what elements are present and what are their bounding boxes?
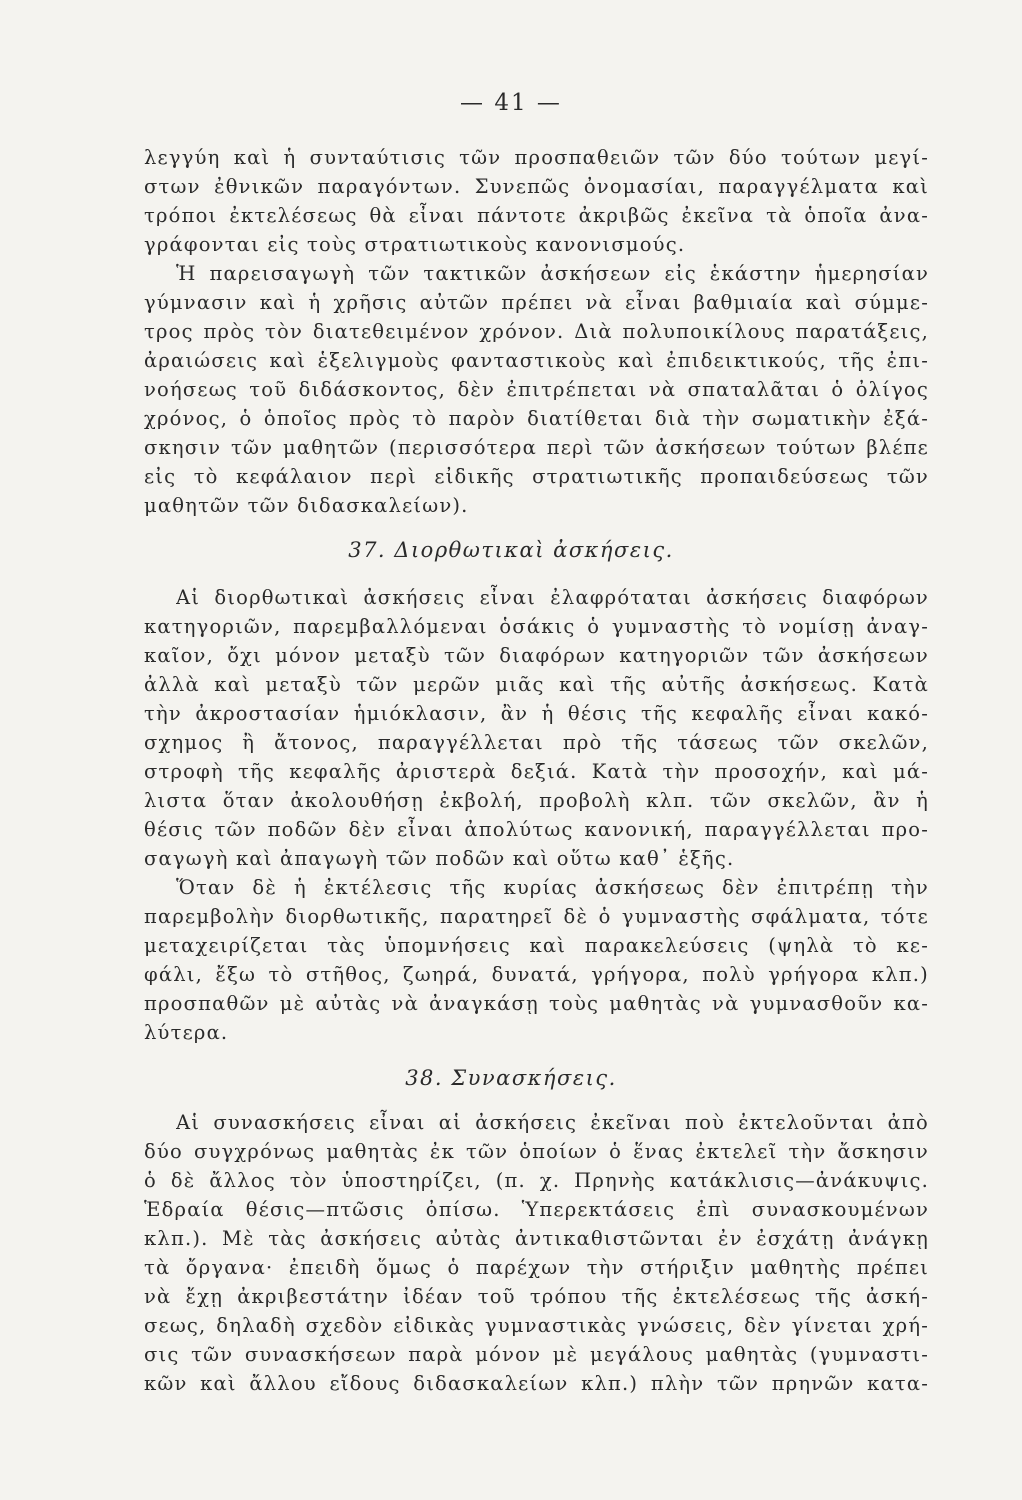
text-line: νὰ ἔχῃ ἀκριβεστάτην ἰδέαν τοῦ τρόπου τῆς ἐκτελέσεως τῆς ἀσκή-	[144, 1285, 929, 1308]
text-line: μεταχειρίζεται τὰς ὑπομνήσεις καὶ παρακελεύσεις (ψηλὰ τὸ κε-	[144, 934, 929, 957]
text-line: ὁ δὲ ἄλλος τὸν ὑποστηρίζει, (π. χ. Πρηνὴς κατάκλισις—ἀνάκυψις.	[144, 1169, 929, 1192]
text-line: κλπ.). Μὲ τὰς ἀσκήσεις αὐτὰς ἀντικαθιστῶνται ἐν ἐσχάτῃ ἀνάγκῃ	[144, 1227, 929, 1250]
text-line: κῶν καὶ ἄλλου εἴδους διδασκαλείων κλπ.) πλὴν τῶν πρηνῶν κατα-	[144, 1372, 929, 1395]
text-line: ἀλλὰ καὶ μεταξὺ τῶν μερῶν μιᾶς καὶ τῆς αὐτῆς ἀσκήσεως. Κατὰ	[144, 673, 929, 696]
section-heading-37: 37. Διορθωτικαὶ ἀσκήσεις.	[348, 538, 674, 562]
text-line: τρόποι ἐκτελέσεως θὰ εἶναι πάντοτε ἀκριβῶς ἐκεῖνα τὰ ὁποῖα ἀνα-	[144, 204, 929, 227]
text-line: Αἱ διορθωτικαὶ ἀσκήσεις εἶναι ἐλαφρόταται ἀσκήσεις διαφόρων	[176, 586, 929, 609]
page-number: — 41 —	[460, 90, 562, 116]
text-line: καῖον, ὄχι μόνον μεταξὺ τῶν διαφόρων κατηγοριῶν τῶν ἀσκήσεων	[144, 644, 929, 667]
text-line: σεως, δηλαδὴ σχεδὸν εἰδικὰς γυμναστικὰς γνώσεις, δὲν γίνεται χρή-	[144, 1314, 929, 1337]
text-line: Ὅταν δὲ ἡ ἐκτέλεσις τῆς κυρίας ἀσκήσεως δὲν ἐπιτρέπῃ τὴν	[176, 876, 929, 899]
text-line: γράφονται εἰς τοὺς στρατιωτικοὺς κανονισμούς.	[144, 233, 686, 256]
text-line: στροφὴ τῆς κεφαλῆς ἀριστερὰ δεξιά. Κατὰ τὴν προσοχήν, καὶ μά-	[144, 760, 929, 783]
text-line: λύτερα.	[144, 1021, 229, 1044]
text-line: σις τῶν συνασκήσεων παρὰ μόνον μὲ μεγάλους μαθητὰς (γυμναστι-	[144, 1343, 929, 1366]
text-line: δύο συγχρόνως μαθητὰς ἐκ τῶν ὁποίων ὁ ἕνας ἐκτελεῖ τὴν ἄσκησιν	[144, 1140, 929, 1163]
text-line: ἀραιώσεις καὶ ἑξελιγμοὺς φανταστικοὺς καὶ ἐπιδεικτικούς, τῆς ἐπι-	[144, 349, 929, 372]
text-line: χρόνος, ὁ ὁποῖος πρὸς τὸ παρὸν διατίθεται διὰ τὴν σωματικὴν ἐξά-	[144, 407, 929, 430]
text-line: κατηγοριῶν, παρεμβαλλόμεναι ὁσάκις ὁ γυμναστὴς τὸ νομίσῃ ἀναγ-	[144, 615, 929, 638]
text-line: λιστα ὅταν ἀκολουθήσῃ ἐκβολή, προβολὴ κλπ. τῶν σκελῶν, ἂν ἡ	[144, 789, 929, 812]
text-line: παρεμβολὴν διορθωτικῆς, παρατηρεῖ δὲ ὁ γυμναστὴς σφάλματα, τότε	[144, 905, 929, 928]
text-line: Αἱ συνασκήσεις εἶναι αἱ ἀσκήσεις ἐκεῖναι ποὺ ἐκτελοῦνται ἀπὸ	[176, 1111, 929, 1134]
text-line: σχημος ἢ ἄτονος, παραγγέλλεται πρὸ τῆς τάσεως τῶν σκελῶν,	[144, 731, 929, 754]
text-line: στων ἐθνικῶν παραγόντων. Συνεπῶς ὀνομασίαι, παραγγέλματα καὶ	[144, 175, 929, 198]
text-line: θέσις τῶν ποδῶν δὲν εἶναι ἀπολύτως κανονική, παραγγέλλεται προ-	[144, 818, 929, 841]
text-line: γύμνασιν καὶ ἡ χρῆσις αὐτῶν πρέπει νὰ εἶναι βαθμιαία καὶ σύμμε-	[144, 291, 929, 314]
text-line: προσπαθῶν μὲ αὐτὰς νὰ ἀναγκάσῃ τοὺς μαθητὰς νὰ γυμνασθοῦν κα-	[144, 992, 929, 1015]
text-line: μαθητῶν τῶν διδασκαλείων).	[144, 494, 469, 517]
text-line: φάλι, ἔξω τὸ στῆθος, ζωηρά, δυνατά, γρήγορα, πολὺ γρήγορα κλπ.)	[144, 963, 929, 986]
text-line: λεγγύη καὶ ἡ συνταύτισις τῶν προσπαθειῶν τῶν δύο τούτων μεγί-	[144, 146, 929, 169]
text-line: εἰς τὸ κεφάλαιον περὶ εἰδικῆς στρατιωτικῆς προπαιδεύσεως τῶν	[144, 465, 929, 488]
text-line: σαγωγὴ καὶ ἀπαγωγὴ τῶν ποδῶν καὶ οὕτω καθ᾽ ἑξῆς.	[144, 847, 735, 870]
text-line: τρος πρὸς τὸν διατεθειμένον χρόνον. Διὰ πολυποικίλους παρατάξεις,	[144, 320, 929, 343]
text-line: τὴν ἀκροστασίαν ἡμιόκλασιν, ἂν ἡ θέσις τῆς κεφαλῆς εἶναι κακό-	[144, 702, 929, 725]
section-heading-38: 38. Συνασκήσεις.	[405, 1066, 617, 1090]
text-line: Ἑδραία θέσις—πτῶσις ὀπίσω. Ὑπερεκτάσεις ἐπὶ συνασκουμένων	[144, 1198, 929, 1221]
text-line: σκησιν τῶν μαθητῶν (περισσότερα περὶ τῶν ἀσκήσεων τούτων βλέπε	[144, 436, 929, 459]
text-line: νοήσεως τοῦ διδάσκοντος, δὲν ἐπιτρέπεται νὰ σπαταλᾶται ὁ ὀλίγος	[144, 378, 929, 401]
text-line: τὰ ὄργανα· ἐπειδὴ ὅμως ὁ παρέχων τὴν στήριξιν μαθητὴς πρέπει	[144, 1256, 929, 1279]
text-line: Ἡ παρεισαγωγὴ τῶν τακτικῶν ἀσκήσεων εἰς ἑκάστην ἡμερησίαν	[176, 262, 929, 285]
